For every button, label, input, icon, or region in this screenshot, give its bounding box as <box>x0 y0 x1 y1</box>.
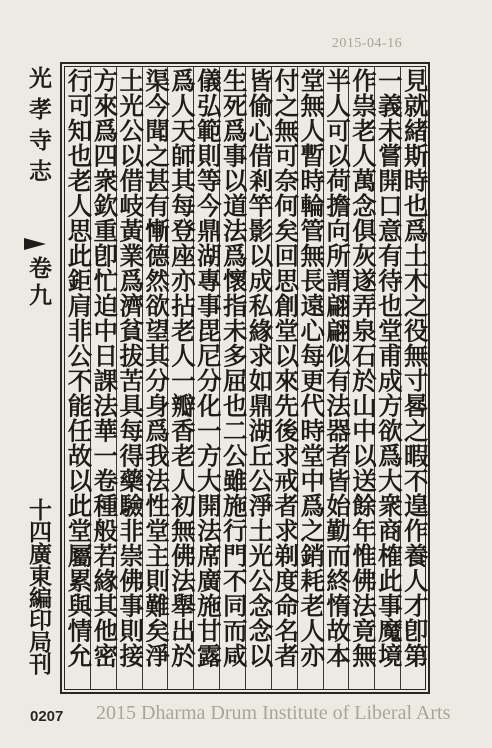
page-number: 0207 <box>30 708 64 725</box>
text-column: 作祟老人萬念俱灰遂弄泉石於山中以送餘年惟佛法竟無 <box>347 68 377 668</box>
watermark-date: 2015-04-16 <box>331 36 403 51</box>
spine-margin <box>20 66 56 690</box>
publisher-label: 廣東編印局刊 <box>25 542 52 674</box>
text-column: 一義未嘗開口意有待也堂甫成方欲爲大衆商榷此事魔境 <box>373 68 403 668</box>
text-column: 堂無人暫時輪管無長遠心每更代時堂中爲之銷耗老人亦 <box>296 68 326 668</box>
text-column: 方來爲四衆欽重卽忙迫中日課法華一卷種般若緣其他密 <box>89 68 119 668</box>
text-column: 見就緒斯時也爲土木之役無寸晷之暇不遑作養人才卽第 <box>399 68 429 668</box>
text-column: 付之無可奈何矣回思創堂以來先後求戒者求剃度命名者 <box>270 68 300 668</box>
text-column: 土光公以借岐黃業爲濟貧拔苦具每得藥驗非崇佛事則接 <box>115 68 145 668</box>
text-column: 渠今聞之甚有慚德然欲望其分身爲我法性堂主則難矣淨 <box>141 68 171 668</box>
text-column: 皆偷心借剎竿影以成私緣求如鼎湖丘公淨土光公念念以 <box>244 68 274 668</box>
watermark-text: 2015 Dharma Drum Institute of Liberal Arts <box>96 702 451 724</box>
text-column: 生死爲事以道法爲懷指未多屈也二公雖施行門不同而咸 <box>218 68 248 668</box>
text-column: 半人可以荷擔向所謂翩翩似有法器者皆始勤而終惰故本 <box>322 68 352 668</box>
text-column: 爲人天師其每登座亦拈老人一瓣香老人初無佛法舉出於 <box>166 68 196 668</box>
text-column: 行可知也老人思此鉅肩非公不能任故以此堂屬累與情允 <box>63 68 93 668</box>
folio-number: 十四 <box>25 498 52 542</box>
fish-tail-mark-icon <box>24 238 46 250</box>
book-title: 光孝寺志 <box>25 66 52 190</box>
volume-label: 卷九 <box>25 256 52 310</box>
text-column: 儀弘範則等今鼎湖專事毘尼分化一方大開法席廣施甘露 <box>192 68 222 668</box>
folio-label <box>25 498 51 674</box>
